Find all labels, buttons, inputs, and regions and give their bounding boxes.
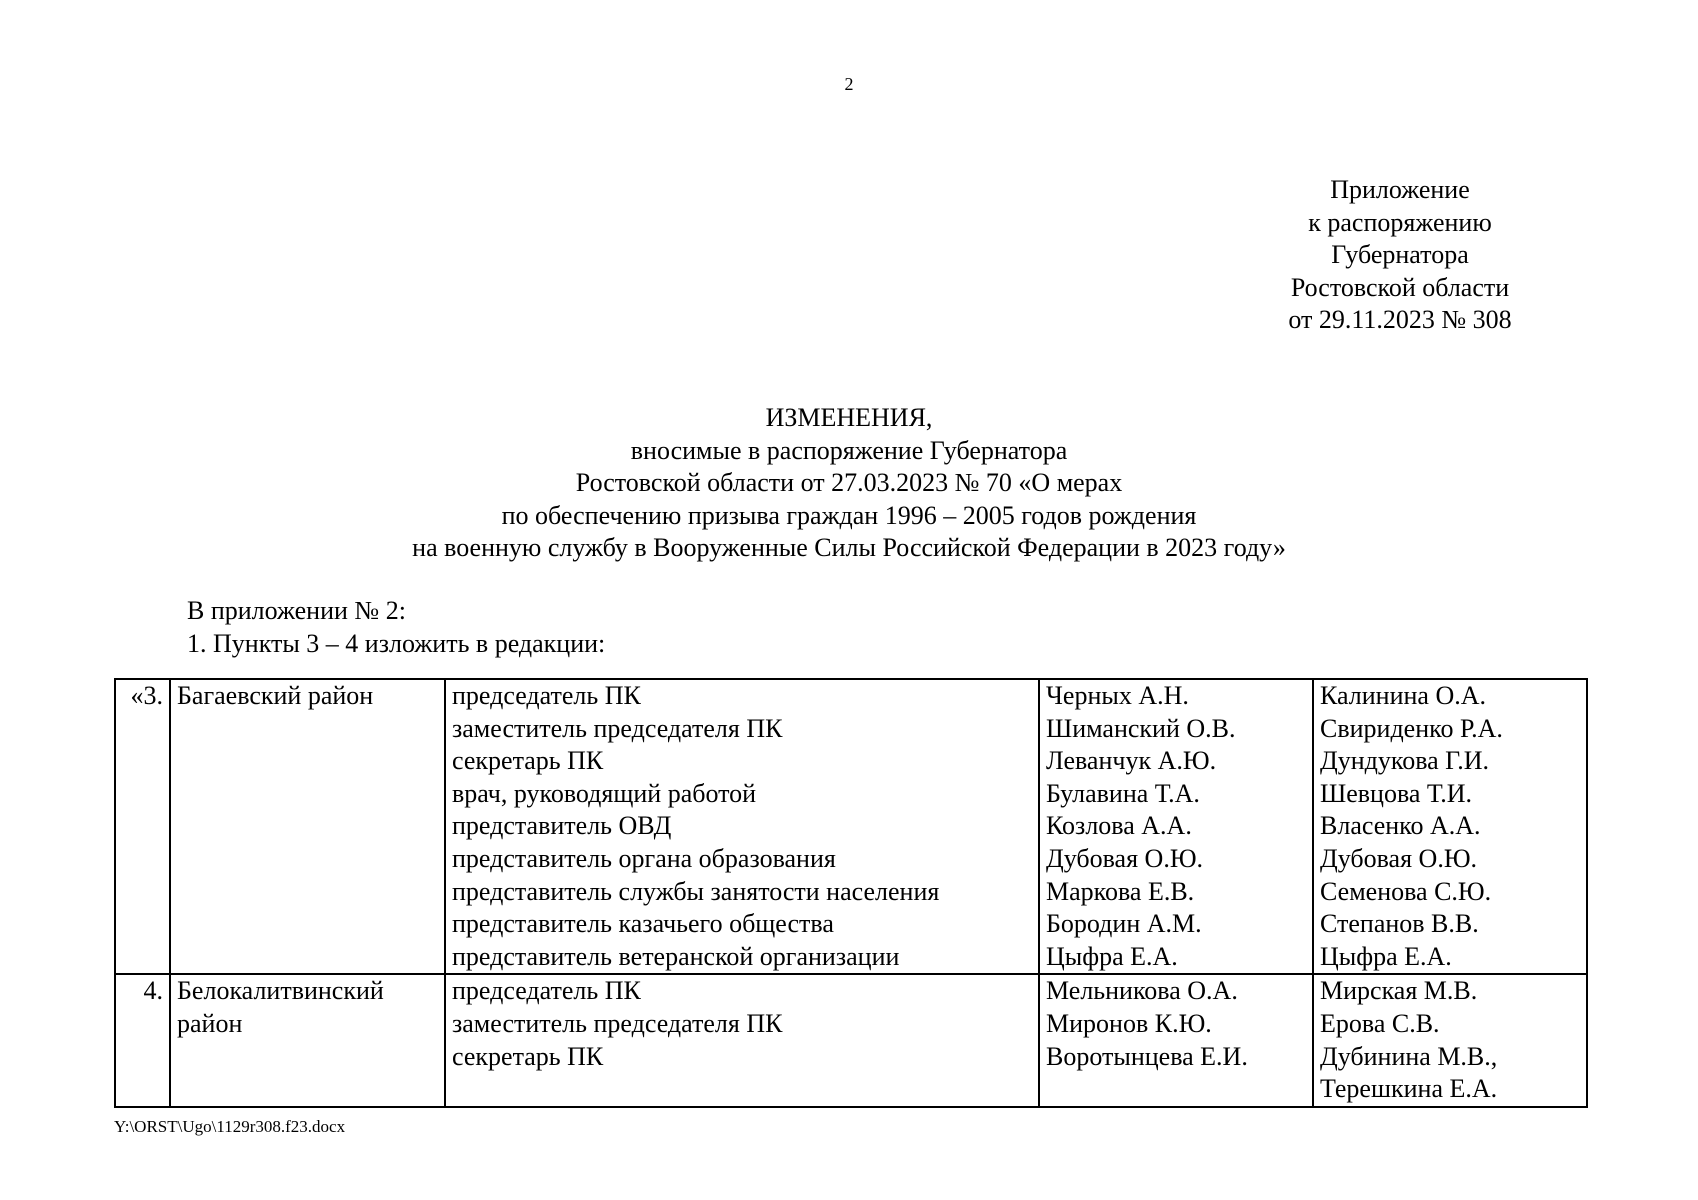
role-line: председатель ПК bbox=[452, 681, 641, 710]
member-name: Мельникова О.А. bbox=[1046, 976, 1238, 1006]
reserve-name: Дундукова Г.И. bbox=[1320, 746, 1490, 776]
appendix-line: к распоряжению bbox=[1308, 207, 1492, 237]
role-line: врач, руководящий работой bbox=[452, 778, 757, 808]
document-title bbox=[0, 402, 1698, 565]
file-path: Y:\ORST\Ugo\1129r308.f23.docx bbox=[114, 1117, 346, 1136]
role-line: председатель ПК bbox=[452, 976, 641, 1006]
role-line: заместитель председателя ПК bbox=[452, 713, 783, 743]
appendix-header bbox=[1250, 174, 1550, 337]
members-cell bbox=[1039, 974, 1313, 1106]
role-line: представитель ОВД bbox=[452, 811, 672, 841]
commission-table bbox=[114, 678, 1588, 1108]
member-name: Леванчук А.Ю. bbox=[1046, 746, 1217, 776]
role-line: представитель казачьего общества bbox=[452, 909, 834, 939]
reserve-name: Ерова С.В. bbox=[1320, 1008, 1440, 1038]
member-name: Маркова Е.В. bbox=[1046, 876, 1195, 906]
member-name: Дубовая О.Ю. bbox=[1046, 843, 1204, 873]
roles-cell bbox=[445, 679, 1039, 974]
member-name: Шиманский О.В. bbox=[1046, 713, 1236, 743]
role-line: секретарь ПК bbox=[452, 1041, 604, 1071]
reserves-cell bbox=[1313, 679, 1587, 974]
district-name: район bbox=[177, 1008, 243, 1038]
appendix-line: Приложение bbox=[1330, 175, 1470, 204]
reserve-name: Терешкина Е.А. bbox=[1320, 1074, 1498, 1104]
role-line: представитель ветеранской организации bbox=[452, 941, 900, 971]
role-line: секретарь ПК bbox=[452, 746, 604, 776]
appendix-line: Губернатора bbox=[1331, 240, 1469, 269]
reserve-name: Мирская М.В. bbox=[1320, 976, 1478, 1006]
title-line: Ростовской области от 27.03.2023 № 70 «О мерах bbox=[575, 468, 1123, 497]
reserve-name: Дубовая О.Ю. bbox=[1320, 843, 1478, 873]
member-name: Воротынцева Е.И. bbox=[1046, 1041, 1248, 1071]
district-name: Багаевский район bbox=[177, 681, 374, 710]
reserve-name: Семенова С.Ю. bbox=[1320, 876, 1492, 906]
member-name: Цыфра Е.А. bbox=[1046, 941, 1178, 971]
intro-line: В приложении № 2: bbox=[187, 596, 406, 625]
appendix-line: Ростовской области bbox=[1290, 272, 1510, 302]
intro-line: 1. Пункты 3 – 4 изложить в редакции: bbox=[187, 628, 606, 658]
member-name: Черных А.Н. bbox=[1046, 681, 1189, 710]
roles-cell bbox=[445, 974, 1039, 1106]
district-name: Белокалитвинский bbox=[177, 976, 384, 1006]
table-row bbox=[115, 679, 1587, 974]
title-line: по обеспечению призыва граждан 1996 – 2005 годов рождения bbox=[501, 500, 1197, 530]
reserve-name: Степанов В.В. bbox=[1320, 909, 1479, 939]
table-row bbox=[115, 974, 1587, 1106]
row-number: «3. bbox=[115, 679, 170, 974]
role-line: заместитель председателя ПК bbox=[452, 1008, 783, 1038]
title-line: на военную службу в Вооруженные Силы Российской Федерации в 2023 году» bbox=[412, 533, 1286, 562]
member-name: Миронов К.Ю. bbox=[1046, 1008, 1212, 1038]
page-number: 2 bbox=[844, 74, 854, 94]
reserve-name: Цыфра Е.А. bbox=[1320, 941, 1452, 971]
reserve-name: Дубинина М.В., bbox=[1320, 1041, 1498, 1071]
row-number: 4. bbox=[115, 974, 170, 1106]
title-line: вносимые в распоряжение Губернатора bbox=[630, 435, 1068, 465]
district-cell bbox=[170, 679, 445, 974]
member-name: Булавина Т.А. bbox=[1046, 778, 1200, 808]
reserve-name: Свириденко Р.А. bbox=[1320, 713, 1503, 743]
reserve-name: Власенко А.А. bbox=[1320, 811, 1481, 841]
member-name: Козлова А.А. bbox=[1046, 811, 1192, 841]
district-cell bbox=[170, 974, 445, 1106]
member-name: Бородин А.М. bbox=[1046, 909, 1202, 939]
reserve-name: Шевцова Т.И. bbox=[1320, 778, 1472, 808]
title-line: ИЗМЕНЕНИЯ, bbox=[765, 403, 933, 432]
reserves-cell bbox=[1313, 974, 1587, 1106]
role-line: представитель службы занятости населения bbox=[452, 876, 940, 906]
intro-text bbox=[187, 595, 605, 660]
role-line: представитель органа образования bbox=[452, 843, 836, 873]
reserve-name: Калинина О.А. bbox=[1320, 681, 1486, 710]
appendix-line: от 29.11.2023 № 308 bbox=[1288, 305, 1512, 334]
members-cell bbox=[1039, 679, 1313, 974]
